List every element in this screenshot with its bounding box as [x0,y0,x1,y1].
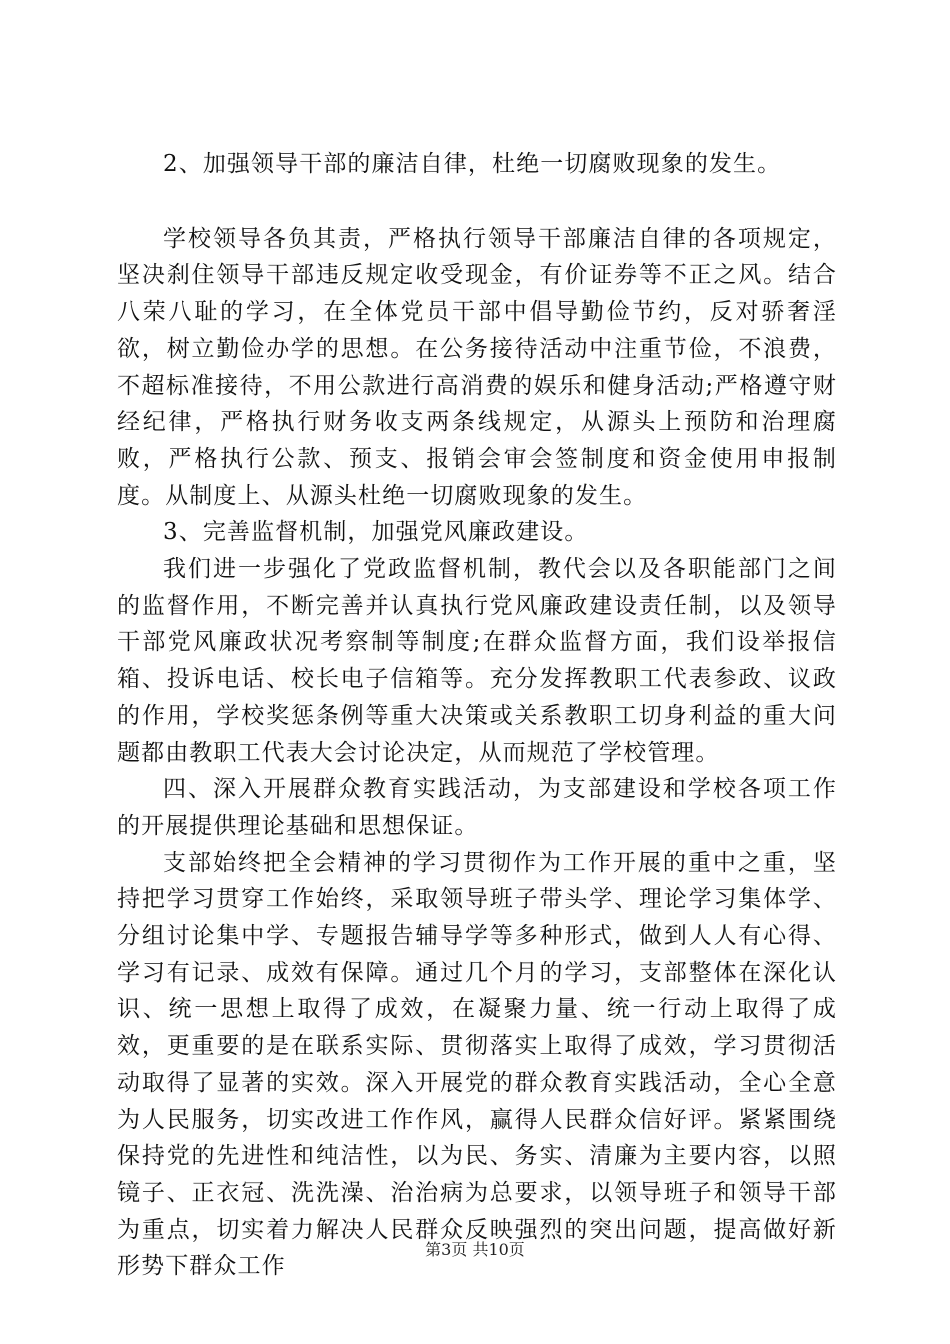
body-paragraph: 学校领导各负其责，严格执行领导干部廉洁自律的各项规定，坚决刹住领导干部违反规定收受现金，有价证券等不正之风。结合八荣八耻的学习，在全体党员干部中倡导勤俭节约，反对骄奢淫欲，树立勤俭办学的思想。在公务接待活动中注重节俭，不浪费，不超标准接待，不用公款进行高消费的娱乐和健身活动;严格遵守财经纪律，严格执行财务收支两条线规定，从源头上预防和治理腐败，严格执行公款、预支、报销会审会签制度和资金使用申报制度。从制度上、从源头杜绝一切腐败现象的发生。 [117,225,837,509]
body-paragraph: 我们进一步强化了党政监督机制，教代会以及各职能部门之间的监督作用，不断完善并认真执行党风廉政建设责任制，以及领导干部党风廉政状况考察制等制度;在群众监督方面，我们设举报信箱、投诉电话、校长电子信箱等。充分发挥教职工代表参政、议政的作用，学校奖惩条例等重大决策或关系教职工切身利益的重大问题都由教职工代表大会讨论决定，从而规范了学校管理。 [117,556,837,766]
body-paragraph: 支部始终把全会精神的学习贯彻作为工作开展的重中之重，坚持把学习贯穿工作始终，采取领导班子带头学、理论学习集体学、分组讨论集中学、专题报告辅导学等多种形式，做到人人有心得、学习有记录、成效有保障。通过几个月的学习，支部整体在深化认识、统一思想上取得了成效，在凝聚力量、统一行动上取得了成效，更重要的是在联系实际、贯彻落实上取得了成效，学习贯彻活动取得了显著的实效。深入开展党的群众教育实践活动，全心全意为人民服务，切实改进工作作风，赢得人民群众信好评。紧紧围绕保持党的先进性和纯洁性，以为民、务实、清廉为主要内容，以照镜子、正衣冠、洗洗澡、治治病为总要求，以领导班子和领导干部为重点，切实着力解决人民群众反映强烈的突出问题，提高做好新形势下群众工作 [117,849,837,1280]
document-body [117,146,837,1285]
page-number-footer: 第3页 共10页 [425,1240,525,1259]
section-heading-4: 四、深入开展群众教育实践活动，为支部建设和学校各项工作的开展提供理论基础和思想保证。 [117,776,837,839]
section-heading-3: 3、完善监督机制，加强党风廉政建设。 [163,519,589,546]
section-heading-2: 2、加强领导干部的廉洁自律，杜绝一切腐败现象的发生。 [163,151,782,177]
